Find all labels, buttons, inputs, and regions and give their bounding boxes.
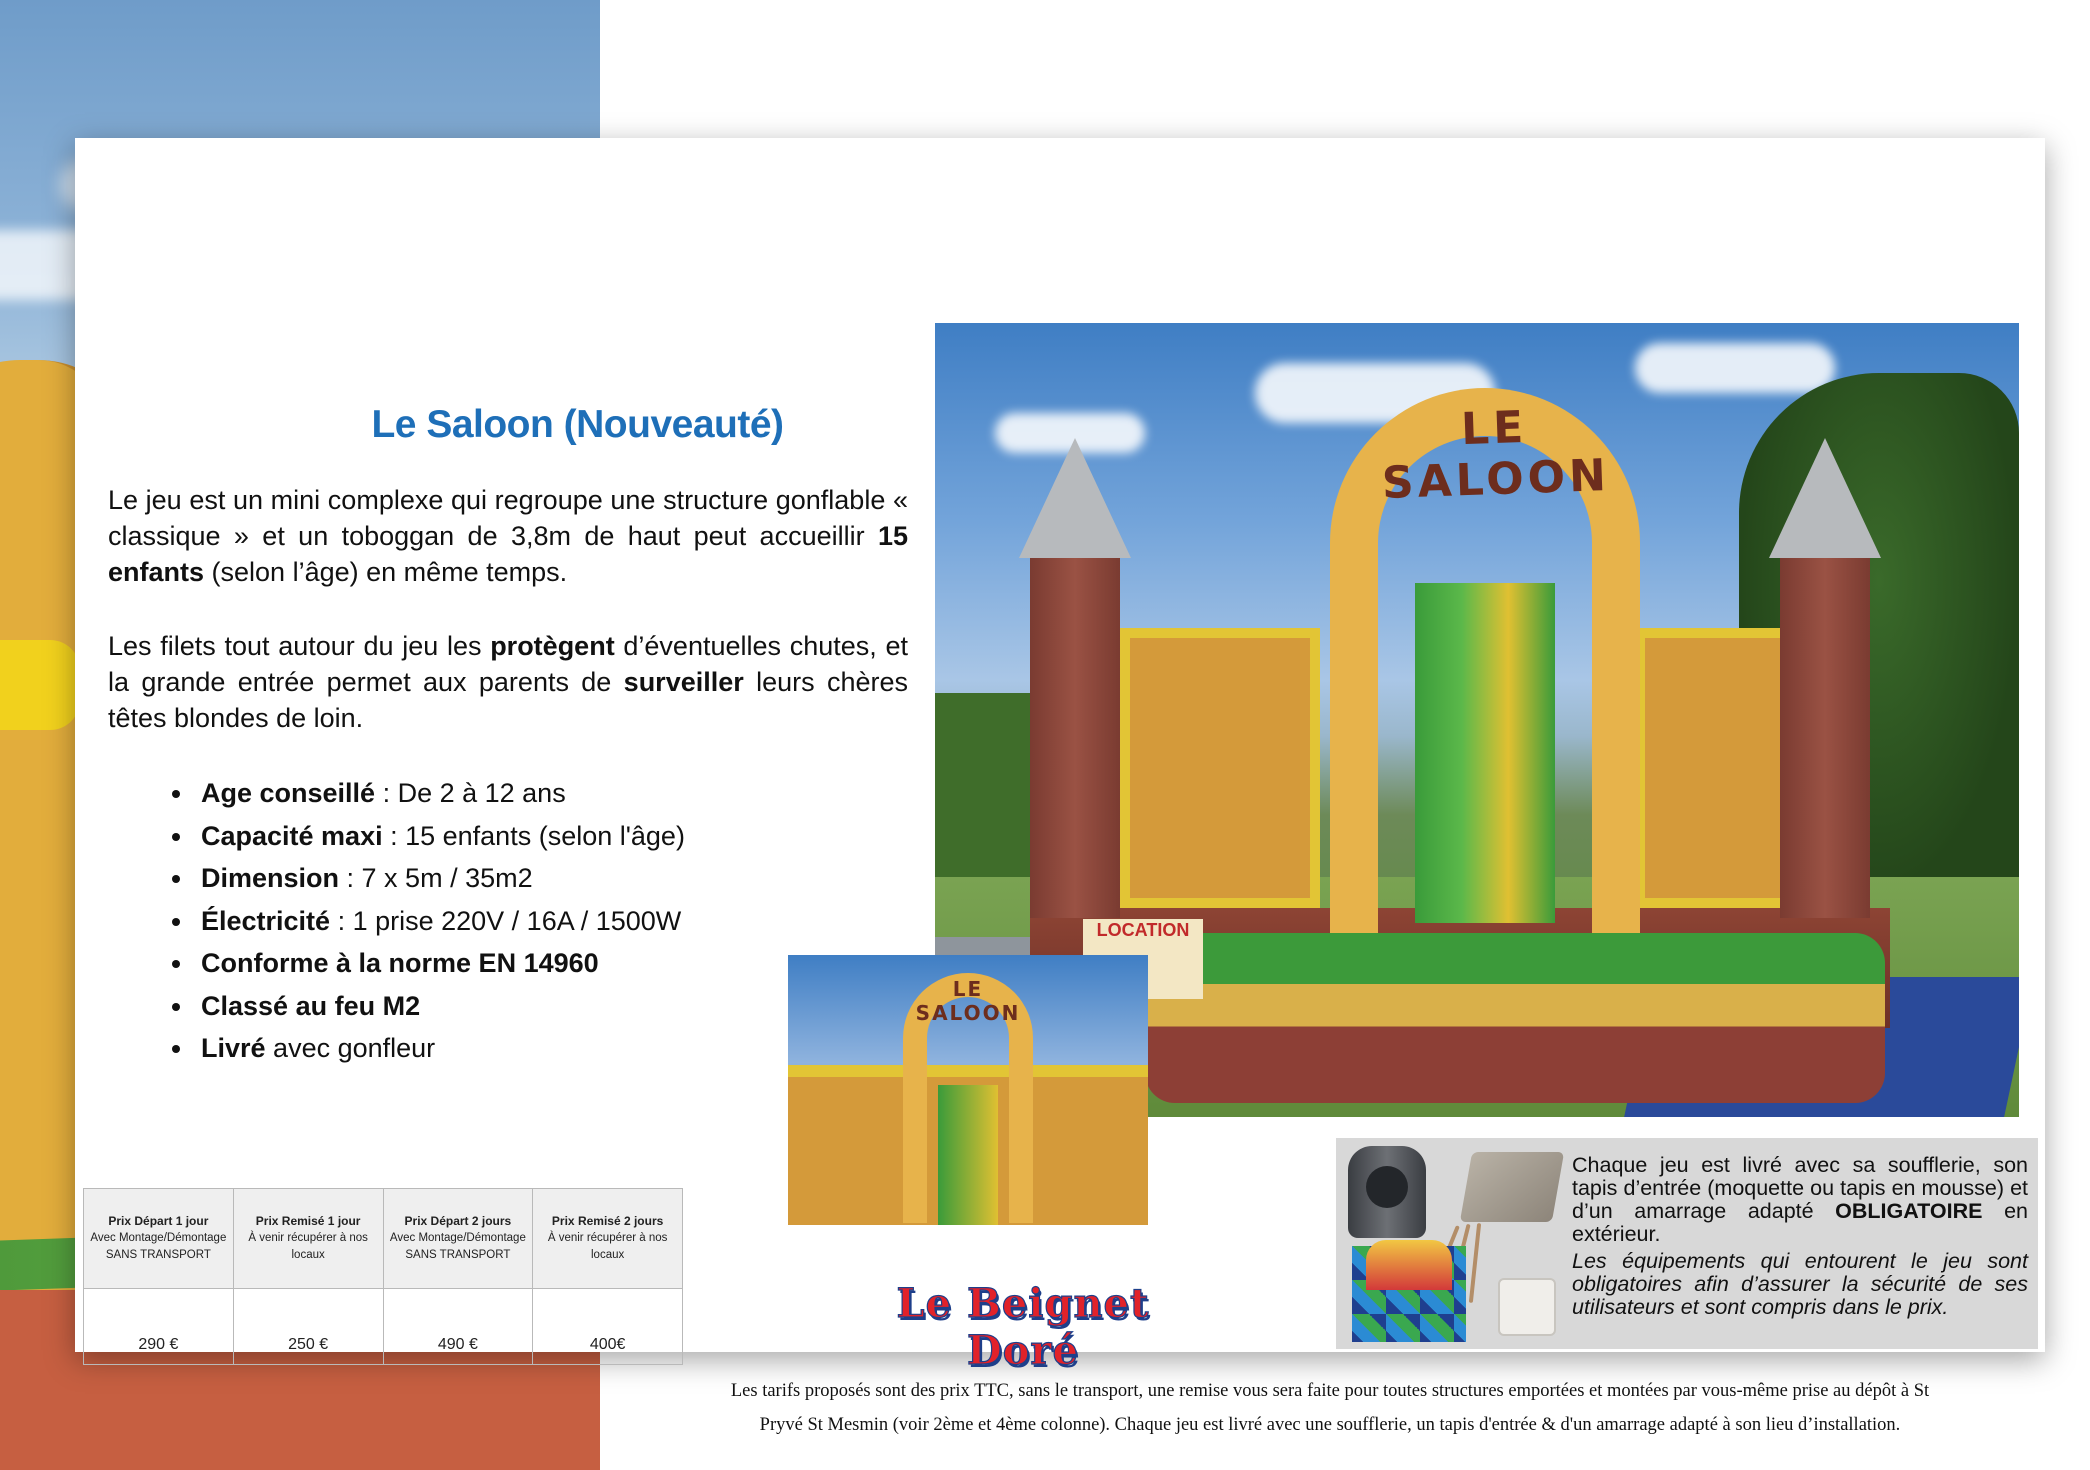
feature-item: • Livré avec gonfleur (195, 1027, 685, 1070)
price-cell: 250 € (233, 1289, 383, 1365)
tower-roof (1019, 438, 1131, 558)
price-table (83, 1188, 683, 1365)
arch-sign: LE SALOON (915, 977, 1021, 1025)
product-photo-small (788, 955, 1148, 1225)
equipment-note: Les équipements qui entourent le jeu sont obligatoires afin d’assurer la sécurité de ses utilisateurs et sont compris dans le prix. (1572, 1249, 2028, 1319)
feature-item: • Électricité : 1 prise 220V / 16A / 1500W (195, 900, 685, 943)
feature-item: • Classé au feu M2 (195, 985, 685, 1028)
capacity-highlight: 15 enfants (108, 521, 908, 587)
price-header: Prix Départ 1 jour Avec Montage/Démontage SANS TRANSPORT (84, 1189, 234, 1289)
location-sign: LOCATION (1083, 919, 1203, 999)
brand-logo: Le Beignet Doré (896, 1280, 1150, 1374)
price-table-row (84, 1289, 683, 1365)
tower-roof (1769, 438, 1881, 558)
feature-list (160, 772, 685, 1070)
equipment-pictures (1336, 1138, 1566, 1349)
arch-sign: LE SALOON (1381, 401, 1611, 509)
price-cell: 490 € (383, 1289, 533, 1365)
inflatable-floor (1145, 933, 1885, 1103)
inflatable-bar (0, 640, 80, 730)
price-header: Prix Départ 2 jours Avec Montage/Démontage SANS TRANSPORT (383, 1189, 533, 1289)
motor-image (1460, 1152, 1564, 1222)
price-header: Prix Remisé 1 jour À venir récupérer à nos locaux (233, 1189, 383, 1289)
pricing-footnote: Les tarifs proposés sont des prix TTC, sans le transport, une remise vous sera faite pour toutes structures emportées et montées par vous-même prise au dépôt à St Pryvé St Mesmin (voir 2ème et 4ème colonne). Chaque jeu est livré avec une soufflerie, un tapis d'entrée & d'un amarrage adapté à son lieu d’installation. (730, 1381, 1930, 1435)
price-header: Prix Remisé 2 jours À venir récupérer à nos locaux (533, 1189, 683, 1289)
price-cell: 290 € (84, 1289, 234, 1365)
inflatable-tower (1780, 558, 1870, 918)
description-paragraph-2: Les filets tout autour du jeu les protègent d’éventuelles chutes, et la grande entrée permet aux parents de surveiller leurs chères têtes blondes de loin. (108, 631, 908, 733)
description-paragraph-1: Le jeu est un mini complexe qui regroupe une structure gonflable « classique » et un toboggan de 3,8m de haut peut accueillir 15 enfants (selon l’âge) en même temps. (108, 485, 908, 587)
feature-item: • Age conseillé : De 2 à 12 ans (195, 772, 685, 815)
product-title: Le Saloon (Nouveauté) (371, 403, 784, 446)
anchor-weight-image (1498, 1278, 1556, 1336)
price-table-header-row (84, 1189, 683, 1289)
feature-item: • Conforme à la norme EN 14960 (195, 942, 685, 985)
entry-mat-image (1352, 1246, 1466, 1342)
blower-image (1348, 1146, 1426, 1238)
feature-item: • Dimension : 7 x 5m / 35m2 (195, 857, 685, 900)
equipment-box (1336, 1138, 2038, 1349)
feature-item: • Capacité maxi : 15 enfants (selon l'âge) (195, 815, 685, 858)
equipment-text: Chaque jeu est livré avec sa soufflerie, son tapis d’entrée (moquette ou tapis en mousse) et d’un amarrage adapté OBLIGATOIRE en extérieur. (1572, 1153, 2028, 1246)
inflatable-wall (1120, 628, 1320, 908)
inflatable-tower (1030, 558, 1120, 918)
price-cell: 400€ (533, 1289, 683, 1365)
